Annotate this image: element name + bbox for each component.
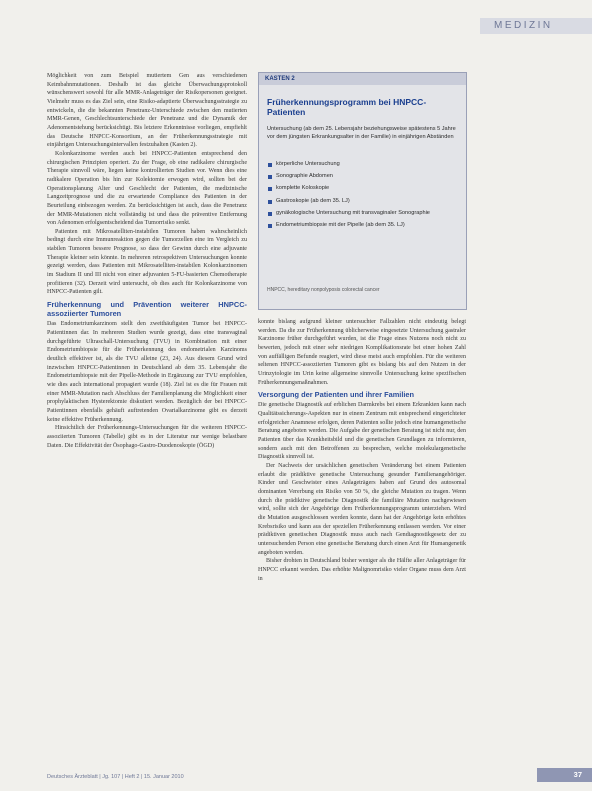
box-title: Früherkennungsprogramm bei HNPCC-Patienten (267, 97, 427, 117)
square-bullet-icon (268, 212, 272, 216)
body-paragraph: Hinsichtlich der Früherkennungs-Untersuchungen für die weiteren HNPCC-assoziierten Tumoren (Tabelle) gibt es in der Literatur nur wenige belastbare Daten. Die Effektivität der Ösophago-Gastro-Duodenoskopie (ÖGD) (47, 425, 247, 449)
list-item: Sonographie Abdomen (267, 173, 463, 181)
body-paragraph: Die genetische Diagnostik auf erblichen Darmkrebs bei einem Erkrankten kann nach Qualitätssicherungs-Aspekten nur in einem Zentrum mit entsprechend eingerichteter erfolgreicher Anamnese erfolgen, deren Patienten sollte jedoch eine humangenetische Beratung angeboten werden. Die Aufgabe der genetischen Beratung ist nicht nur, den Patienten über das Krankheitsbild und die genetischen Grundlagen zu informieren, sondern auch mit den Betroffenen zu besprechen, welche molekulargenetische Diagnostik sinnvoll ist. (258, 402, 466, 461)
page-number: 37 (537, 768, 592, 782)
body-paragraph: Patienten mit Mikrosatelliten-instabilen Tumoren haben wahrscheinlich bedingt durch eine Immunreaktion gegen die Tumorzellen eine im Vergleich zu stabilen Tumoren bessere Prognose, so dass der Gewinn durch eine adjuvante Therapie kleiner sein könnte. In mehreren retrospektiven Untersuchungen konnte gezeigt werden, dass Patienten mit Mikrosatelliten-instabilen Kolonkarzinomen im Stadium II und III nicht von einer adjuvanten 5-FU-basierten Chemotherapie profitieren (32). Derzeit wird untersucht, ob dies auch für Kolonkarzinome von HNPCC-Patienten gilt. (47, 228, 247, 296)
box-list (267, 161, 463, 234)
square-bullet-icon (268, 163, 272, 167)
square-bullet-icon (268, 187, 272, 191)
section-header: MEDIZIN (480, 18, 592, 34)
section-heading: Versorgung der Patienten und ihrer Familien (258, 390, 415, 400)
list-item: komplette Koloskopie (267, 185, 463, 193)
body-paragraph: Kolonkarzinome werden auch bei HNPCC-Patienten entsprechend den chirurgischen Prinzipien operiert. Zu der Frage, ob eine radikalere chirurgische Therapie sinnvoll wäre, liegen keine kontrollierten Studien vor. Wenn dies eine radikalere Operation bis hin zur Kolektomie erwogen wird, sollten bei der Operationsplanung Alter und Geschlecht der Patienten, die medizinische Langzeitprognose und die zu erwartende Compliance des Patienten in der Beurteilung einbezogen werden. Zu berücksichtigen ist auch, dass die Penetranz der MMR-Mutationen nicht vollständig ist und dass die präventive Entfernung von Adenomen erfolgsentscheidend das Tumorrisiko senkt. (47, 150, 247, 227)
body-paragraph: Möglichkeit von zum Beispiel mutiertem Gen aus verschiedenen Keimbahnmutationen. Deshalb ist das gleiche Überwachungsprotokoll wünschenswert sowohl für alle MMR-Anlageträger der Risikopersonen geeignet. Vielmehr muss es das Ziel sein, eine Risiko-adaptierte Überwachungsstrategie zu entwickeln, die die bekannten Penetranz-Unterschiede zwischen den mutierten MMR-Genen, Geschlechtsunterschiede der Penetranz und die Dynamik der Adenomentstehung berücksichtigt. Bis letztere Erkenntnisse vorliegen, empfiehlt das Deutsche HNPCC-Konsortium, an der Früherkennungsstrategie mit einjährigen Untersuchungsintervallen festzuhalten (Kasten 2). (47, 73, 247, 149)
body-paragraph: Bisher drohten in Deutschland bisher weniger als die Hälfte aller Anlageträger für HNPCC erkannt werden. Das erhöhte Malignomrisiko vieler Organe muss dem Arzt in (258, 558, 466, 582)
footer-citation: Deutsches Ärzteblatt | Jg. 107 | Heft 2 | 15. Januar 2010 (47, 774, 184, 780)
info-box-kasten-2 (258, 72, 467, 310)
square-bullet-icon (268, 224, 272, 228)
list-item: Gastroskopie (ab dem 35. LJ) (267, 198, 463, 206)
body-paragraph: konnte bislang aufgrund kleiner untersuchter Fallzahlen nicht eindeutig belegt werden. Da die zur Früherkennung üblicherweise eingesetzte Untersuchung gastraler Karzinome früher durchgeführt wurden, ist die Frage eines Nutzens noch nicht zu bewerten, jedoch mit einer sehr niedrigen Komplikationsrate bei einer hohen Zahl von auffälligen Befunde reagiert, wird diese meist auch empfohlen. Für die weiteren seltenen HNPCC-assoziierten Tumoren gibt es bislang bis auf den Nutzen in der Urinzytologie im Urin keine allgemeine sinnvolle Untersuchung keine spezifischen Früherkennungsmaßnahmen. (258, 319, 466, 386)
list-item: gynäkologische Untersuchung mit transvaginaler Sonographie (267, 210, 463, 218)
box-label: KASTEN 2 (259, 73, 466, 85)
right-text-column (258, 318, 466, 583)
left-text-column (47, 72, 247, 450)
list-item: körperliche Untersuchung (267, 161, 463, 169)
box-footnote: HNPCC, hereditary nonpolyposis colorectal cancer (267, 287, 380, 293)
square-bullet-icon (268, 175, 272, 179)
square-bullet-icon (268, 200, 272, 204)
body-paragraph: Das Endometriumkarzinom stellt den zweithäufigsten Tumor bei HNPCC-Patientinnen dar. In mehreren Studien wurde gezeigt, dass eine transvaginal durchgeführte Ultraschall-Untersuchung (TVU) in Kombination mit einer Endometriumbiopsie für die Früherkennung des endometrialen Karzinoms deutlich effektiver ist, als die TVU alleine (23, 24). Aus diesem Grund wird inzwischen HNPCC-Patientinnen in Deutschland ab dem 35. Lebensjahr die Endometriumbiopsie mit der Pipelle-Methode in Ergänzung zur TVU empfohlen, wie dies auch international propagiert wurde (18). Ziel ist es die für Frauen mit einer MMR-Mutation nach Abschluss der Familienplanung die Möglichkeit einer prophylaktischen Hysterektomie diskutiert werden. Bezüglich der bei HNPCC-Patientinnen ebenfalls gehäuft auftretenden Ovarialkarzinome gibt es derzeit keine effektive Früherkennung. (47, 321, 247, 423)
box-intro: Untersuchung (ab dem 25. Lebensjahr beziehungsweise spätestens 5 Jahre vor dem jüngsten Erkrankungsalter in der Familie) in einjährigen Abständen (267, 126, 456, 141)
section-heading: Früherkennung und Prävention weiterer HNPCC-assoziierter Tumoren (47, 300, 247, 319)
body-paragraph: Der Nachweis der ursächlichen genetischen Veränderung bei einem Patienten erlaubt die prädiktive genetische Untersuchung gesunder Familienangehöriger. Kinder und Geschwister eines Anlageträgers haben auf Grund des autosomal dominanten Vererbung ein Risiko von 50 %, die gleiche Mutation zu tragen. Wenn durch die prädiktive genetische Diagnostik die familiäre Mutation nachgewiesen wird, sollte sich der Angehörige dem Früherkennungsprogramm unterziehen. Wird die Mutation ausgeschlossen werden konnte, dann hat der Angehörige kein erhöhtes Krebsrisiko und kann aus der speziellen Früherkennung entlassen werden. Vor einer prädiktiven genetischen Diagnostik muss auch nach Gendiagnostikgesetz der zu untersuchenden Person eine genetische Beratung durch einen Arzt für Humangenetik angeboten werden. (258, 463, 466, 556)
list-item: Endometriumbiopsie mit der Pipelle (ab dem 35. LJ) (267, 222, 463, 230)
